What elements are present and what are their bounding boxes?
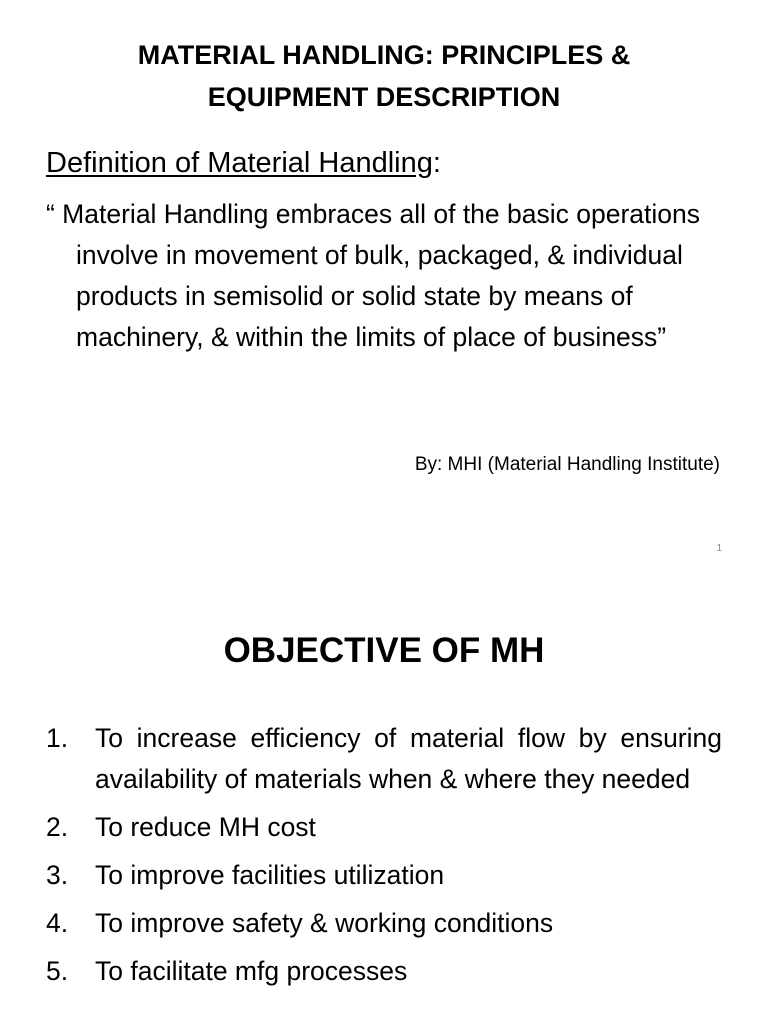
- definition-quote: “ Material Handling embraces all of the basic operations involve in movement of bulk, packaged, & individual products in semisolid or solid state by means of machinery, & within the limits of place of business”: [46, 199, 700, 352]
- attribution: By: MHI (Material Handling Institute): [414, 454, 720, 475]
- slide-1-title: [40, 34, 728, 118]
- list-item: [46, 807, 722, 848]
- list-item: [46, 951, 722, 992]
- list-item: [46, 855, 722, 896]
- objectives-list: [46, 718, 722, 999]
- definition-heading: [46, 143, 441, 183]
- list-item-text: To reduce MH cost: [95, 812, 316, 842]
- list-item-number: 5.: [46, 956, 69, 986]
- list-item-text: To improve safety & working conditions: [95, 908, 554, 938]
- list-item-number: 4.: [46, 908, 69, 938]
- list-item: [46, 718, 722, 800]
- list-item-text: To increase efficiency of material flow by ensuring availability of materials when & where they needed: [95, 723, 722, 794]
- list-item-text: To improve facilities utilization: [95, 860, 445, 890]
- slide-2: [0, 576, 768, 1024]
- title-line-2: EQUIPMENT DESCRIPTION: [207, 82, 561, 112]
- list-item-number: 3.: [46, 860, 69, 890]
- list-item: [46, 903, 722, 944]
- list-item-number: 1.: [46, 723, 69, 753]
- definition-heading-colon: :: [432, 147, 441, 179]
- page-number: 1: [716, 543, 722, 554]
- list-item-number: 2.: [46, 812, 69, 842]
- slide-2-title: OBJECTIVE OF MH: [223, 631, 545, 670]
- list-item-text: To facilitate mfg processes: [95, 956, 408, 986]
- title-line-1: MATERIAL HANDLING: PRINCIPLES &: [137, 40, 631, 70]
- definition-heading-text: Definition of Material Handling: [46, 147, 433, 179]
